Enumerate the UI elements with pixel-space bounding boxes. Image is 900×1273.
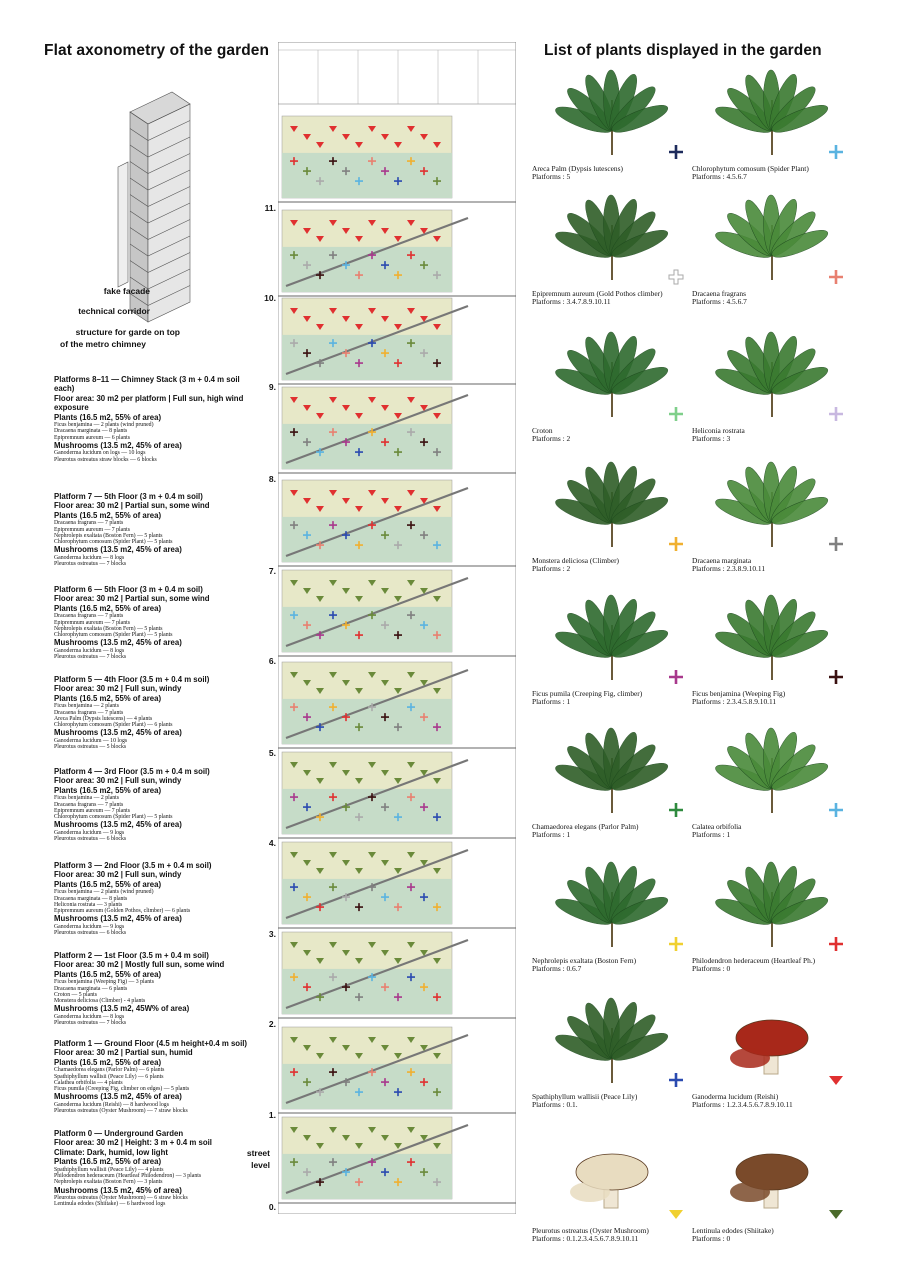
plant-entry: Monstera deliciosa (Climber) - 4 plants: [54, 998, 146, 1005]
level-label: 7.: [268, 566, 276, 576]
plant-platforms: Platforms : 0.1.2.3.4.5.6.7.8.9.10.11: [532, 1234, 639, 1244]
platform-conditions: Floor area: 30 m2 per platform | Full sun, high wind exposure: [54, 393, 244, 413]
axo-label-structure: structure for garde on top: [75, 327, 180, 337]
platform-garden: [278, 116, 516, 202]
plus-marker-icon: [828, 536, 844, 552]
mushrooms-heading: Mushrooms (13.5 m2, 45% of area): [54, 820, 182, 830]
plants-heading: Plants (16.5 m2, 55% of area): [54, 412, 162, 422]
plant-name: Chamaedorea elegans (Parlor Palm): [532, 822, 639, 831]
mushroom-entry: Pleurotus ostreatus — 7 blocks: [54, 1020, 127, 1027]
mushrooms-heading: Mushrooms (13.5 m2, 45% of area): [54, 440, 182, 450]
mushroom-entry: Lentinula edodes (Shiitake) — 6 hardwood logs: [54, 1201, 166, 1208]
plus-marker-icon: [668, 1072, 684, 1088]
plant-name: Ganoderma lucidum (Reishi): [692, 1092, 779, 1101]
plant-name: Monstera deliciosa (Climber): [532, 556, 620, 565]
plus-marker-icon: [668, 269, 684, 285]
plant-platforms: Platforms : 4.5.6.7: [692, 297, 747, 307]
plus-marker-icon: [828, 669, 844, 685]
plants-heading: Plants (16.5 m2, 55% of area): [54, 785, 162, 795]
plant-entry: Croton — 5 plants: [54, 991, 97, 998]
plant-name: Pleurotus ostreatus (Oyster Mushroom): [532, 1226, 649, 1235]
level-label: 1.: [268, 1110, 276, 1120]
monstera-icon: [552, 452, 672, 552]
plants-heading: Plants (16.5 m2, 55% of area): [54, 969, 162, 979]
plant-entry: Dracaena fragrans — 7 plants: [54, 801, 124, 808]
plant-entry: Dracaena marginata — 8 plants: [54, 428, 128, 435]
plant-entry: Calathea orbifolia — 4 plants: [54, 1079, 123, 1086]
platform-conditions: Floor area: 30 m2 | Full sun, windy: [54, 684, 182, 694]
dracaena-icon: [712, 452, 832, 552]
platform-block: [54, 951, 260, 1026]
plus-marker-icon: [668, 406, 684, 422]
platform-garden: [278, 1117, 516, 1203]
mushroom-entry: Pleurotus ostreatus — 7 blocks: [54, 561, 127, 568]
plant-card: [532, 322, 682, 443]
plant-card: [692, 718, 842, 839]
roof-structure: [278, 42, 516, 104]
plant-name: Chlorophytum comosum (Spider Plant): [692, 164, 809, 173]
plant-card: [532, 852, 682, 973]
plants-heading: Plants (16.5 m2, 55% of area): [54, 693, 162, 703]
plant-platforms: Platforms : 2.3.8.9.10.11: [692, 564, 766, 574]
platform-conditions: Floor area: 30 m2 | Full sun, windy: [54, 870, 182, 880]
plant-card: [692, 585, 842, 706]
palm-icon: [552, 60, 672, 160]
plant-card: [532, 185, 682, 306]
plant-entry: Ficus benjamina — 2 plants: [54, 795, 120, 802]
level-label: 5.: [268, 748, 276, 758]
level-label: 11.: [264, 203, 276, 213]
plant-card: [532, 452, 682, 573]
plant-name: Areca Palm (Dypsis lutescens): [532, 164, 623, 173]
mushrooms-heading: Mushrooms (13.5 m2, 45% of area): [54, 1092, 182, 1102]
plant-entry: Spathiphyllum wallisii (Peace Lily) — 6 plants: [54, 1073, 164, 1080]
axo-label-technical-corridor: technical corridor: [78, 306, 150, 316]
oyster-mushroom-icon: [552, 1122, 672, 1222]
plus-marker-icon: [828, 406, 844, 422]
plant-platforms: Platforms : 1: [532, 697, 571, 707]
platform-block: [54, 1129, 260, 1208]
plants-heading: Plants (16.5 m2, 55% of area): [54, 1057, 162, 1067]
plants-heading: Plants (16.5 m2, 55% of area): [54, 510, 162, 520]
plant-card: [692, 1122, 842, 1243]
plant-card: [532, 1122, 682, 1243]
platform-title: Platform 3 — 2nd Floor (3.5 m + 0.4 m soil): [54, 861, 212, 870]
level-label: 3.: [268, 929, 276, 939]
platform-block: [54, 375, 260, 463]
palm-tree-icon: [712, 185, 832, 285]
plant-entry: Chlorophytum comosum (Spider Plant) — 5 plants: [54, 632, 173, 639]
triangle-marker-icon: [828, 1206, 844, 1222]
platform-title: Platform 6 — 5th Floor (3 m + 0.4 m soil): [54, 585, 203, 594]
plant-entry: Epipremnum aureum (Golden Pothos, climber) — 6 plants: [54, 908, 191, 915]
triangle-marker-icon: [668, 1206, 684, 1222]
plant-name: Spathiphyllum wallisii (Peace Lily): [532, 1092, 638, 1101]
mushroom-entry: Ganoderma lucidum — 8 logs: [54, 1013, 125, 1020]
level-label: 10.: [264, 293, 276, 303]
mushrooms-heading: Mushrooms (13.5 m2, 45% of area): [54, 728, 182, 738]
plant-name: Croton: [532, 426, 553, 435]
plant-card: [692, 852, 842, 973]
plus-marker-icon: [828, 936, 844, 952]
level-label: 0.: [268, 1202, 276, 1212]
axo-label-metro-chimney: of the metro chimney: [60, 339, 146, 349]
platform-conditions: Floor area: 30 m2 | Partial sun, some wind: [54, 594, 210, 604]
plant-card: [692, 452, 842, 573]
platform-conditions: Floor area: 30 m2 | Mostly full sun, some wind: [54, 960, 225, 970]
plant-entry: Chlorophytum comosum (Spider Plant) — 6 plants: [54, 722, 173, 729]
mushroom-entry: Pleurotus ostreatus — 6 blocks: [54, 836, 127, 843]
platform-garden: [278, 752, 516, 838]
mushroom-entry: Ganoderma lucidum — 8 logs: [54, 554, 125, 561]
left-heading: Flat axonometry of the garden: [44, 42, 270, 59]
platform-block: [54, 492, 260, 567]
platform-garden: [278, 210, 516, 296]
level-label: 6.: [268, 656, 276, 666]
plant-name: Philodendron hederaceum (Heartleaf Ph.): [692, 956, 816, 965]
plant-entry: Dracaena fragrans — 7 plants: [54, 520, 124, 527]
plant-platforms: Platforms : 2: [532, 434, 571, 444]
platform-garden: [278, 480, 516, 566]
parlor-palm-icon: [552, 718, 672, 818]
platform-title: Platform 1 — Ground Floor (4.5 m height+0.4 m soil): [54, 1039, 247, 1048]
level-label: street: [246, 1148, 270, 1158]
plant-name: Ficus benjamina (Weeping Fig): [692, 689, 786, 698]
mushroom-entry: Ganoderma lucidum on logs — 10 logs: [54, 450, 146, 457]
platform-conditions: Floor area: 30 m2 | Height: 3 m + 0.4 m soil: [54, 1138, 212, 1148]
plant-entry: Ficus benjamina (Weeping Fig) — 3 plants: [54, 979, 154, 986]
platform-title: Platforms 8–11 — Chimney Stack (3 m + 0.4 m soil each): [54, 375, 240, 394]
calathea-icon: [712, 718, 832, 818]
vine-icon: [552, 585, 672, 685]
plant-entry: Chamaedorea elegans (Parlor Palm) — 6 plants: [54, 1067, 165, 1074]
ficus-icon: [712, 585, 832, 685]
plant-platforms: Platforms : 3.4.7.8.9.10.11: [532, 297, 611, 307]
plant-entry: Dracaena fragrans — 7 plants: [54, 613, 124, 620]
plant-entry: Epipremnum aureum — 7 plants: [54, 526, 130, 533]
plus-marker-icon: [668, 536, 684, 552]
croton-icon: [552, 322, 672, 422]
plant-platforms: Platforms : 0.1.: [532, 1100, 578, 1110]
mushroom-entry: Pleurotus ostreatus (Oyster Mushroom) — 6 straw blocks: [54, 1194, 188, 1201]
plant-platforms: Platforms : 1: [532, 830, 571, 840]
axo-label-fake-facade: fake facade: [103, 286, 150, 296]
plants-heading: Plants (16.5 m2, 55% of area): [54, 1157, 162, 1167]
platform-title: Platform 7 — 5th Floor (3 m + 0.4 m soil): [54, 492, 203, 501]
plant-name: Dracaena marginata: [692, 556, 752, 565]
mushroom-entry: Ganoderma lucidum — 9 logs: [54, 829, 125, 836]
plant-entry: Epipremnum aureum — 6 plants: [54, 434, 130, 441]
heliconia-icon: [712, 322, 832, 422]
mushrooms-heading: Mushrooms (13.5 m2, 45% of area): [54, 545, 182, 555]
plant-entry: Ficus benjamina — 2 plants (wind pruned): [54, 889, 154, 896]
plant-card: [692, 322, 842, 443]
platform-garden: [278, 1027, 516, 1113]
level-label: 2.: [268, 1019, 276, 1029]
mushrooms-heading: Mushrooms (13.5 m2, 45% of area): [54, 914, 182, 924]
plant-name: Heliconia rostrata: [692, 426, 745, 435]
plant-entry: Ficus benjamina — 2 plants: [54, 703, 120, 710]
plant-entry: Nephrolepis exaltata (Boston Fern) — 5 plants: [54, 532, 163, 539]
plant-card: [532, 718, 682, 839]
mushrooms-heading: Mushrooms (13.5 m2, 45% of area): [54, 638, 182, 648]
plant-name: Calatea orbifolia: [692, 822, 742, 831]
plant-card: [692, 988, 842, 1109]
plant-entry: Dracaena fragrans — 7 plants: [54, 709, 124, 716]
plant-platforms: Platforms : 0: [692, 1234, 731, 1244]
peace-lily-icon: [552, 988, 672, 1088]
platform-block: [54, 861, 260, 936]
mushroom-entry: Pleurotus ostreatus straw blocks — 6 blocks: [54, 456, 157, 463]
plant-entry: Chlorophytum comosum (Spider Plant) — 5 plants: [54, 539, 173, 546]
plant-entry: Dracaena marginata — 6 plants: [54, 985, 128, 992]
fern-icon: [552, 852, 672, 952]
plant-entry: Ficus pumila (Creeping Fig, climber on edges) — 5 plants: [54, 1086, 190, 1093]
plant-platforms: Platforms : 4.5.6.7: [692, 172, 747, 182]
platform-garden: [278, 932, 516, 1018]
plus-marker-icon: [828, 269, 844, 285]
mushroom-entry: Pleurotus ostreatus — 5 blocks: [54, 744, 127, 751]
plant-entry: Nephrolepis exaltata (Boston Fern) — 3 plants: [54, 1179, 163, 1186]
mushroom-entry: Ganoderma lucidum — 8 logs: [54, 647, 125, 654]
plant-platforms: Platforms : 2: [532, 564, 571, 574]
plant-card: [692, 185, 842, 306]
platform-garden: [278, 387, 516, 473]
building-section: [278, 42, 516, 1214]
platform-title: Platform 5 — 4th Floor (3.5 m + 0.4 m soil): [54, 675, 210, 684]
mushroom-entry: Ganoderma lucidum (Reishi) — 8 hardwood logs: [54, 1101, 169, 1108]
mushroom-entry: Pleurotus ostreatus — 6 blocks: [54, 930, 127, 937]
mushrooms-heading: Mushrooms (13.5 m2, 45W% of area): [54, 1004, 190, 1014]
plant-entry: Spathiphyllum wallisii (Peace Lily) — 4 plants: [54, 1166, 164, 1173]
mushroom-entry: Pleurotus ostreatus — 7 blocks: [54, 654, 127, 661]
plant-name: Dracaena fragrans: [692, 289, 746, 298]
platform-title: Platform 0 — Underground Garden: [54, 1129, 184, 1138]
plant-entry: Epipremnum aureum — 7 plants: [54, 619, 130, 626]
mushroom-entry: Pleurotus ostreatus (Oyster Mushroom) — 7 straw blocks: [54, 1108, 188, 1115]
plant-card: [692, 60, 842, 181]
plant-platforms: Platforms : 0: [692, 964, 731, 974]
level-label: level: [251, 1160, 270, 1170]
reishi-mushroom-icon: [712, 988, 832, 1088]
plus-marker-icon: [668, 802, 684, 818]
right-heading: List of plants displayed in the garden: [544, 42, 822, 59]
plant-platforms: Platforms : 1: [692, 830, 731, 840]
plant-entry: Areca Palm (Dypsis lutescens) — 4 plants: [54, 715, 153, 722]
platform-garden: [278, 842, 516, 928]
platform-conditions: Floor area: 30 m2 | Partial sun, some wind: [54, 501, 210, 511]
plant-name: Epipremnum aureum (Gold Pothos climber): [532, 289, 663, 298]
triangle-marker-icon: [828, 1072, 844, 1088]
plant-name: Lentinula edodes (Shiitake): [692, 1226, 774, 1235]
platform-garden: [278, 662, 516, 748]
platform-title: Platform 2 — 1st Floor (3.5 m + 0.4 m soil): [54, 951, 209, 960]
mushrooms-heading: Mushrooms (13.5 m2, 45% of area): [54, 1185, 182, 1195]
platform-block: [54, 585, 260, 660]
plus-marker-icon: [828, 802, 844, 818]
mushroom-entry: Ganoderma lucidum — 10 logs: [54, 737, 128, 744]
plant-card: [532, 585, 682, 706]
plant-platforms: Platforms : 2.3.4.5.8.9.10.11: [692, 697, 777, 707]
platform-block: [54, 675, 260, 750]
mushroom-entry: Ganoderma lucidum — 9 logs: [54, 923, 125, 930]
platform-conditions: Climate: Dark, humid, low light: [54, 1147, 168, 1157]
plant-entry: Heliconia rostrata — 3 plants: [54, 901, 123, 908]
plant-entry: Chlorophytum comosum (Spider Plant) — 5 plants: [54, 814, 173, 821]
plant-entry: Epipremnum aureum — 7 plants: [54, 807, 130, 814]
platform-block: [54, 767, 260, 842]
climber-icon: [552, 185, 672, 285]
spiky-leaf-icon: [712, 60, 832, 160]
platform-conditions: Floor area: 30 m2 | Partial sun, humid: [54, 1048, 193, 1058]
platform-garden: [278, 570, 516, 656]
shiitake-mushroom-icon: [712, 1122, 832, 1222]
plant-name: Ficus pumila (Creeping Fig, climber): [532, 689, 643, 698]
plus-marker-icon: [828, 144, 844, 160]
plant-platforms: Platforms : 3: [692, 434, 731, 444]
plus-marker-icon: [668, 936, 684, 952]
plant-card: [532, 60, 682, 181]
philodendron-icon: [712, 852, 832, 952]
plant-platforms: Platforms : 5: [532, 172, 571, 182]
plant-entry: Nephrolepis exaltata (Boston Fern) — 5 plants: [54, 625, 163, 632]
plant-entry: Philodendron hederaceum (Heartleaf Philodendron) — 3 plants: [54, 1172, 202, 1179]
platform-title: Platform 4 — 3rd Floor (3.5 m + 0.4 m soil): [54, 767, 210, 776]
plants-heading: Plants (16.5 m2, 55% of area): [54, 879, 162, 889]
plant-platforms: Platforms : 0.6.7: [532, 964, 582, 974]
platform-garden: [278, 298, 516, 384]
plant-entry: Ficus benjamina — 2 plants (wind pruned): [54, 422, 154, 429]
plus-marker-icon: [668, 144, 684, 160]
platform-block: [54, 1039, 260, 1114]
level-label: 4.: [268, 838, 276, 848]
plant-entry: Dracaena marginata — 8 plants: [54, 895, 128, 902]
platform-conditions: Floor area: 30 m2 | Full sun, windy: [54, 776, 182, 786]
plus-marker-icon: [668, 669, 684, 685]
level-label: 9.: [268, 382, 276, 392]
plant-card: [532, 988, 682, 1109]
plants-heading: Plants (16.5 m2, 55% of area): [54, 603, 162, 613]
level-label: 8.: [268, 474, 276, 484]
plant-name: Nephrolepis exaltata (Boston Fern): [532, 956, 637, 965]
plant-platforms: Platforms : 1.2.3.4.5.6.7.8.9.10.11: [692, 1100, 793, 1110]
